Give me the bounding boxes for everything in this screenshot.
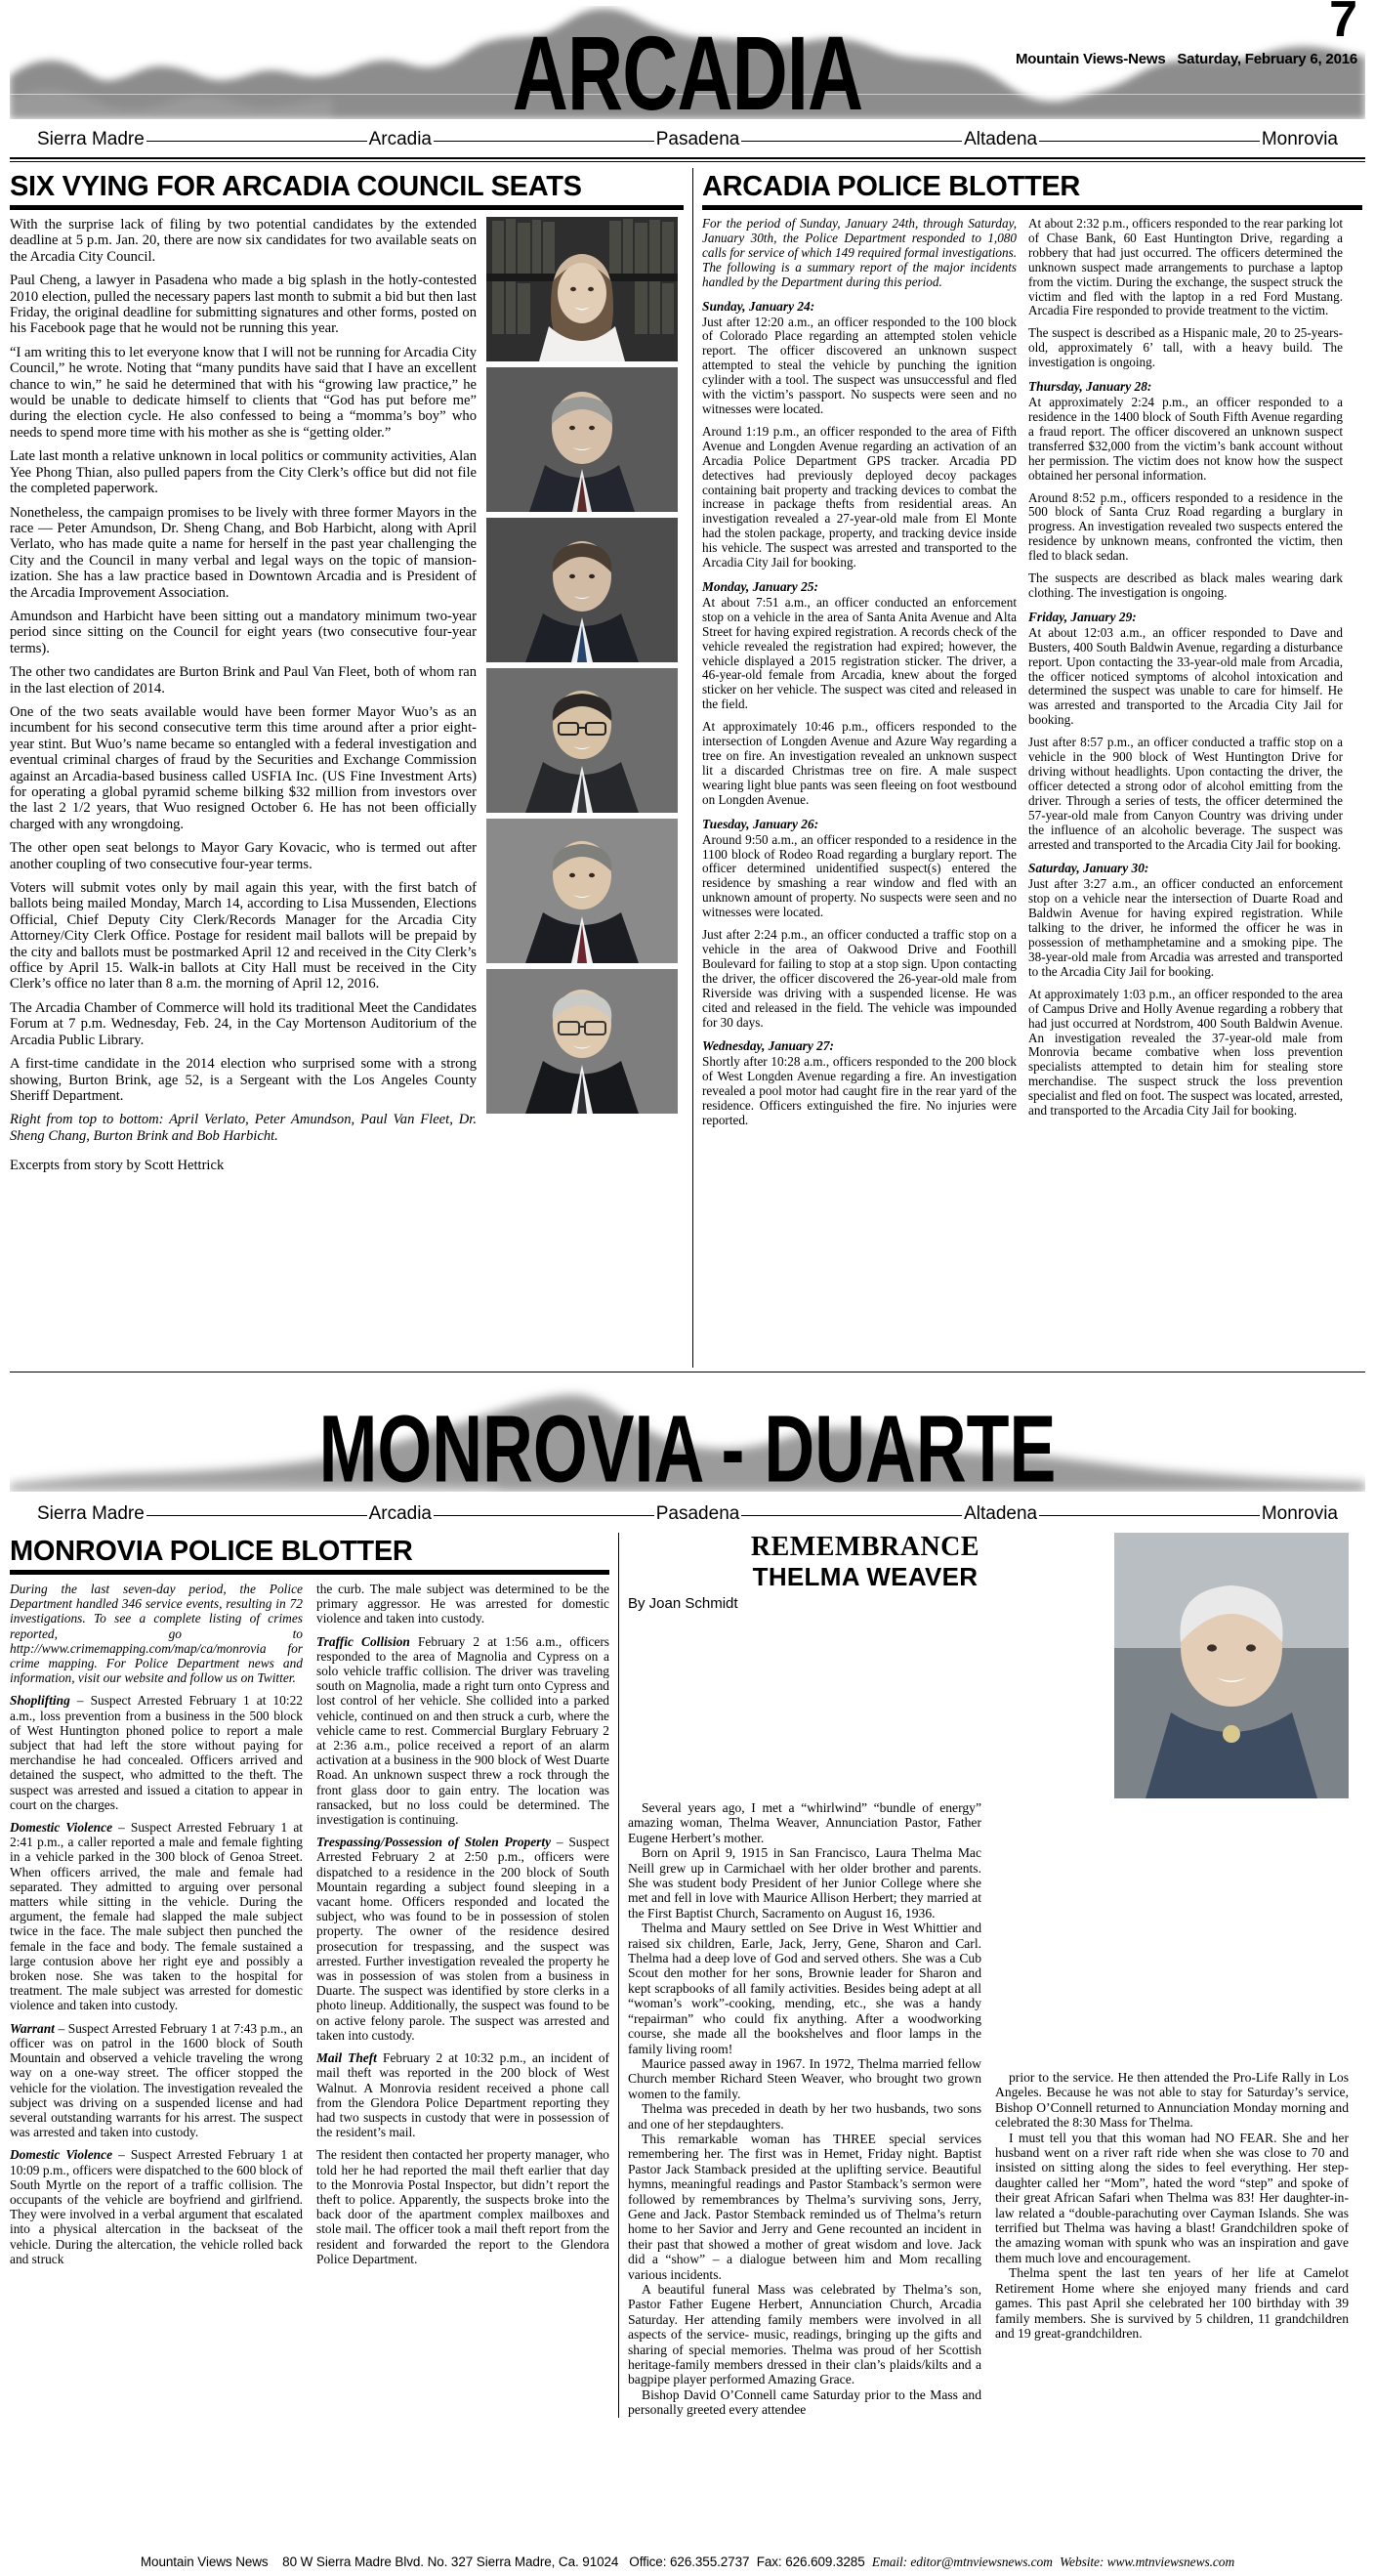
candidate-photo <box>486 819 678 963</box>
monrovia-police-blotter <box>10 1533 609 2418</box>
remembrance-byline: By Joan Schmidt <box>628 1595 738 1612</box>
footer-website[interactable]: Website: www.mtnviewsnews.com <box>1060 2555 1235 2569</box>
entry-title: Warrant <box>10 2020 55 2036</box>
blotter-entry: At approximately 10:46 p.m., officers responded to the intersection of Longden Avenue and Azure Way regarding a tree on fire. An investigation revealed an unknown suspect lit a discarded Christmas tree on fire. A male suspect wearing light blue pants was seen fleeing on foot westbound on Longden Avenue. <box>702 719 1017 807</box>
footer-email[interactable]: Email: editor@mtnviewsnews.com <box>871 2555 1053 2569</box>
blotter-day-label: Monday, January 25: <box>702 578 818 594</box>
remembrance-column-1 <box>628 1800 981 2418</box>
council-text-column <box>10 217 477 1182</box>
publication-date: Saturday, February 6, 2016 <box>1177 51 1357 67</box>
monrovia-entry <box>10 2147 303 2266</box>
footer-office: Office: 626.355.2737 <box>629 2555 750 2569</box>
monrovia-entry <box>316 1582 609 1626</box>
blotter-entry: At about 7:51 a.m., an officer conducted an enforcement stop on a vehicle in the area of Santa Anita Avenue and Alta Street for having expired registration. A records check of the vehicle revealed the registration had expired; however, the vehicle displayed a 2015 registration sticker. The driver, a 46-year-old female from Arcadia, knew about the forged sticker on her vehicle. The suspect was cited and released in the field. <box>702 594 1017 712</box>
city-sierra-madre: Sierra Madre <box>37 1503 145 1524</box>
council-paragraph: A first-time candidate in the 2014 election who surprised some with a strong showing, Burton Brink, age 52, is a Sergeant with the Los Angeles County Sheriff Department. <box>10 1056 477 1104</box>
city-arcadia: Arcadia <box>368 129 432 149</box>
entry-body: February 2 at 1:56 a.m., officers responded to the area of Magnolia and Cypress on a solo vehicle traffic collision. The driver was traveling south on Magnolia, made a right turn onto Cypress and lost control of her vehicle. She collided into a parked vehicle, continued on and then struck a curb, where the vehicle came to rest. Commercial Burglary February 2 at 2:36 a.m., police received a report of an alarm activation at a business in the 900 block of West Duarte Road. An unknown suspect threw a rock through the front glass door to gain entry. The location was ransacked, but no loss could be determined. The investigation is continuing. <box>316 1633 609 1828</box>
divider <box>741 141 962 142</box>
divider <box>434 141 654 142</box>
blotter-day-label: Friday, January 29: <box>1028 609 1137 624</box>
top-section <box>10 168 1365 1368</box>
publication-line <box>1016 51 1357 67</box>
entry-title: Traffic Collision <box>316 1633 410 1649</box>
entry-title: Domestic Violence <box>10 2147 113 2163</box>
candidate-photo <box>486 668 678 813</box>
remembrance-paragraph: prior to the service. He then attended the Pro-Life Rally in Los Angeles. Because he was not able to stay for Saturday’s service, Bishop O’Connell returned to Annunciation Monday morning and celebrated the 8:30 Mass for Thelma. <box>995 2070 1349 2131</box>
council-paragraph: Voters will submit votes only by mail again this year, with the first batch of ballots being mailed Monday, March 14, according to Lisa Mussenden, Elections Official, Chief Deputy City Clerk/Records Manager for the Arcadia City Attorney/City Clerk Office. Postage for resident mail ballots will be prepaid by the city and ballots must be postmarked April 12 and received in the City Clerk’s office by April 15. Walk-in ballots at City Hall must be received in the City Clerk’s office no later than 8 a.m. the morning of April 12, 2016. <box>10 880 477 992</box>
blotter-intro: For the period of Sunday, January 24th, through Saturday, January 30th, the Police Department responded to 1,080 calls for service of which 149 required formal investigations. The following is a summary report of the major incidents handled by the Department during this period. <box>702 216 1017 289</box>
blotter-column-2 <box>1028 217 1343 1136</box>
remembrance-headline: THELMA WEAVER <box>752 1562 979 1591</box>
thelma-weaver-photo <box>1114 1533 1349 1798</box>
council-paragraph: Amundson and Harbicht have been sitting out a mandatory minimum two-year period since sitting on the Council for eight years (two consecutive four-year terms). <box>10 608 477 656</box>
candidate-photo <box>486 969 678 1114</box>
blotter-day-label: Tuesday, January 26: <box>702 816 819 831</box>
city-strip-bottom <box>10 1499 1365 1529</box>
entry-title: Shoplifting <box>10 1693 70 1709</box>
blotter-entry: At about 12:03 a.m., an officer responded to Dave and Busters, 400 South Baldwin Avenue, regarding a disturbance report. Upon contacting the 33-year-old male from Arcadia, the officer noticed symptoms of alcohol intoxication and determined the suspect was unable to care for himself. He was arrested and transported to the Arcadia City Jail for booking. <box>1028 624 1343 728</box>
council-paragraph: Nonetheless, the campaign promises to be lively with three former Mayors in the race — Peter Amundson, Dr. Sheng Chang, and Bob Harbicht, along with April Verlato, who has made quite a name for herself in the past year challenging the City and the Council in many verbal and legal ways on the topic of mansion-ization. She has a law practice based in Downtown Arcadia and is President of the Arcadia Improvement Association. <box>10 504 477 601</box>
city-altadena: Altadena <box>964 129 1038 149</box>
remembrance-paragraph: I must tell you that this woman had NO FEAR. She and her husband went on a river raft ride when she was close to 70 and insisted on sitting along the sides to feel everything. Her step-daughter called her “Mom”, hated the word “step” and spoke of their great African Safari when Thelma was 83! Her daughter-in-law related a “double-parachuting over Cayman Islands. She was terrified but Thelma was having a blast! Grandchildren spoke of the amazing woman with spunk who was an inspiration and gave them much love and encouragement. <box>995 2130 1349 2265</box>
top-masthead <box>10 0 1365 133</box>
header-rule <box>10 157 1365 162</box>
blotter-day-label: Wednesday, January 27: <box>702 1038 835 1054</box>
council-headline: SIX VYING FOR ARCADIA COUNCIL SEATS <box>10 171 582 202</box>
council-story <box>10 168 684 1368</box>
column-divider <box>618 1533 619 2418</box>
blotter-entry: The suspects are described as black males wearing dark clothing. The investigation is ongoing. <box>1028 570 1343 600</box>
candidate-photo-stack <box>486 217 678 1182</box>
monrovia-entry <box>10 1693 303 1812</box>
remembrance-kicker: REMEMBRANCE <box>750 1532 980 1562</box>
remembrance-paragraph: This remarkable woman has THREE special services remembering her. The first was in Hemet, Friday night. Baptist Pastor Jack Stamback presided at the uplifting service. Beautiful hymns, meaningful readings and Pastor Stamback’s sermon were followed by remembrances by Thelma’s surviving sons, Jerry, Gene and Jack. Pastor Stemback reminded us of Thelma’s return home to her Savior and Jerry and Gene recounted an incident in their past that showed a mother of great wisdom and love. Jack did a “show” – a dialogue between him and Mom recalling various incidents. <box>628 2131 981 2282</box>
footer-fax: Fax: 626.609.3285 <box>756 2555 865 2569</box>
divider <box>741 1515 962 1516</box>
headline-rule <box>10 205 684 210</box>
candidate-photo <box>486 367 678 512</box>
monrovia-entry <box>316 2050 609 2139</box>
remembrance-paragraph: Thelma was preceded in death by her two husbands, two sons and one of her stepdaughters. <box>628 2101 981 2132</box>
blotter-entry: Shortly after 10:28 a.m., officers responded to the 200 block of West Longden Avenue regarding a fire. An investigation revealed a pool motor had caught fire in the rear yard of the residence. Officers extinguished the fire. No injuries were reported. <box>702 1054 1017 1128</box>
footer-name: Mountain Views News <box>140 2555 269 2569</box>
page-footer <box>0 2555 1375 2570</box>
city-pasadena: Pasadena <box>655 1503 740 1524</box>
council-paragraph: With the surprise lack of filing by two potential candidates by the extended deadline at 5 p.m. Jan. 20, there are now six candidates for two available seats on the Arcadia City Council. <box>10 217 477 265</box>
monrovia-entry <box>10 1820 303 2013</box>
blotter-day-label: Saturday, January 30: <box>1028 861 1149 876</box>
divider <box>146 141 367 142</box>
blotter-entry: Just after 12:20 a.m., an officer responded to the 100 block of Colorado Place regarding an attempted stolen vehicle report. The officer discovered an unknown suspect attempted to steal the vehicle by punching the ignition cylinder with a tool. The suspect was unsuccessful and fled with the victim’s passport. No suspects were seen and no witnesses were located. <box>702 314 1017 416</box>
blotter-entry: Around 1:19 p.m., an officer responded to the area of Fifth Avenue and Longden Avenue regarding an activation of an Arcadia Police Department GPS tracker. Arcadia PD detectives had previously deployed decoy packages containing bait property and tracking devices to combat the increase in package thefts from residential areas. An investigation revealed a 27-year-old male from El Monte had the stolen package, property, and tracking device inside his vehicle. The suspect was arrested and transported to the Arcadia City Jail for booking. <box>702 423 1017 570</box>
divider <box>1039 141 1260 142</box>
entry-body: The resident then contacted her property manager, who told her he had reported the mail theft earlier that day to the Monrovia Postal Inspector, but didn’t report the theft to police. Apparently, the suspects broke into the back door of the apartment complex mailboxes and stole mail. The officer took a mail theft report from the resident and forwarded the report to the Glendora Police Department. <box>316 2147 609 2266</box>
entry-body: – Suspect Arrested February 1 at 2:41 p.m., a caller reported a male and female fighting in a vehicle parked in the 300 block of Genoa Street. When officers arrived, the male and female had separated. They admitted to arguing over personal matters while sitting in the vehicle. During the argument, the female had slapped the male subject twice in the face. The male subject then punched the female in the face and body. The female sustained a large contusion above her right eye and possibly a broken nose. She was taken to the hospital for treatment. The male subject was arrested for domestic violence and taken into custody. <box>10 1820 303 2013</box>
remembrance-paragraph: Several years ago, I met a “whirlwind” “bundle of energy” amazing woman, Thelma Weaver, Annunciation Pastor, Father Eugene Herbert’s mother. <box>628 1800 981 1845</box>
blotter-entry: The suspect is described as a Hispanic male, 20 to 25-years-old, approximately 6’ tall, with a heavy build. The investigation is ongoing. <box>1028 325 1343 370</box>
publication-name: Mountain Views-News <box>1016 51 1166 67</box>
masthead-title-arcadia: ARCADIA <box>512 15 863 133</box>
story-credit: Excerpts from story by Scott Hettrick <box>10 1158 225 1174</box>
remembrance-paragraph: A beautiful funeral Mass was celebrated by Thelma’s son, Pastor Father Eugene Herbert, Annunciation Church, Arcadia Saturday. Her attending family members were involved in all aspects of the service- music, readings, bringing up the gifts and sharing of special memories. Thelma was proud of her Scottish heritage-family members dressed in their clan’s plaids/kilts and a bagpipe player performed Amazing Grace. <box>628 2282 981 2387</box>
bottom-masthead <box>10 1378 1365 1502</box>
blotter-entry: Around 8:52 p.m., officers responded to a residence in the 500 block of Santa Cruz Road regarding a burglary in progress. An investigation revealed two suspects entered the residence by unknown means, confronted the victim, then fled to black sedan. <box>1028 489 1343 564</box>
entry-body: the curb. The male subject was determined to be the primary aggressor. He was arrested for domestic violence and taken into custody. <box>316 1582 609 1626</box>
blotter-day-label: Sunday, January 24: <box>702 298 815 314</box>
council-paragraph: The other open seat belongs to Mayor Gary Kovacic, who is termed out after another coupling of two consecutive four-year terms. <box>10 840 477 872</box>
monrovia-intro: During the last seven-day period, the Police Department handled 346 service events, resulting in 72 investigations. To see a complete listing of crimes reported, go to http://www.crimemapping.com/map/ca/monrovia for crime mapping. For Police Department news and information, visit our website and follow us on Twitter. <box>10 1582 303 1686</box>
remembrance-paragraph: Bishop David O’Connell came Saturday prior to the Mass and personally greeted every attendee <box>628 2386 981 2418</box>
blotter-entry: At about 2:32 p.m., officers responded to the rear parking lot of Chase Bank, 60 East Huntington Drive, regarding a robbery that had just occurred. The officers determined the unknown suspect made arrangements to purchase a laptop from the victim. During the exchange, the suspect struck the victim and fled with the laptop in a red Ford Mustang. Arcadia Fire responded to provide treatment to the victim. <box>1028 216 1343 318</box>
monrovia-entry <box>316 1634 609 1828</box>
masthead-title-monrovia-duarte: MONROVIA - DUARTE <box>318 1394 1057 1502</box>
city-monrovia: Monrovia <box>1261 129 1338 149</box>
remembrance-paragraph: Thelma spent the last ten years of her life at Camelot Retirement Home where she enjoyed many friends and card games. This past April she celebrated her 100 birthday with 39 family members. She is survived by 5 children, 11 grandchildren and 19 great-grandchildren. <box>995 2265 1349 2341</box>
remembrance-article <box>628 1533 1362 2418</box>
entry-body: February 2 at 10:32 p.m., an incident of mail theft was reported in the 200 block of West Walnut. A Monrovia resident received a phone call from the Glendora Police Department reporting they had two suspects in custody that were in possession of the resident’s mail. <box>316 2050 610 2140</box>
entry-body: – Suspect Arrested February 1 at 10:22 a.m., loss prevention from a business in the 500 block of West Huntington phoned police to report a male subject that had left the store without paying for merchandise he had concealed. Officers arrived and detained the suspect, who admitted to the theft. The suspect was arrested and issued a citation to appear in court on the charges. <box>10 1693 303 1812</box>
headline-rule <box>10 1570 609 1575</box>
remembrance-paragraph: Maurice passed away in 1967. In 1972, Thelma married fellow Church member Richard Steen Weaver, who brought two grown women to the family. <box>628 2055 981 2101</box>
council-paragraph: The Arcadia Chamber of Commerce will hold its traditional Meet the Candidates Forum at 7 p.m. Wednesday, Feb. 24, in the Cay Mortenson Auditorium of the Arcadia Public Library. <box>10 999 477 1048</box>
blotter-entry: At approximately 1:03 p.m., an officer responded to the area of Campus Drive and Holly Avenue regarding a robbery that had just occurred at Nordstrom, 400 South Baldwin Avenue. An investigation revealed the 37-year-old male from Monrovia became combative when loss prevention specialists attempted to detain him for stealing store merchandise. The suspect struck the loss prevention specialist and fled on foot. The suspect was located, arrested, and transported to the Arcadia City Jail for booking. <box>1028 986 1344 1119</box>
blotter-entry: Just after 2:24 p.m., an officer conducted a traffic stop on a vehicle in the area of Oakwood Drive and Foothill Boulevard for failing to stop at a stop sign. Upon contacting the driver, the officer discovered the 26-year-old male from Riverside was driving with a suspended license. He was cited and released in the field. The vehicle was impounded for 30 days. <box>702 927 1017 1030</box>
entry-title: Mail Theft <box>316 2050 377 2066</box>
candidate-photo <box>486 217 678 361</box>
monrovia-entry <box>316 2147 609 2266</box>
bottom-section <box>10 1533 1365 2418</box>
entry-body: – Suspect Arrested February 1 at 7:43 p.m., an officer was on patrol in the 1600 block of South Mountain and observed a vehicle traveling the wrong way on a one-way street. The officer stopped the vehicle for the violation. The investigation revealed the subject was driving on a suspended license and had several outstanding warrants for his arrest. The suspect was arrested and taken into custody. <box>10 2020 303 2140</box>
entry-body: – Suspect Arrested February 1 at 10:09 p.m., officers were dispatched to the 600 block of South Myrtle on the report of a traffic collision. The occupants of the vehicle are boyfriend and girlfriend. They were involved in a verbal argument that escalated into a physical altercation in the backseat of the vehicle. During the altercation, the vehicle rolled back and struck <box>10 2147 303 2266</box>
footer-address: 80 W Sierra Madre Blvd. No. 327 Sierra Madre, Ca. 91024 <box>282 2555 619 2569</box>
headline-rule <box>702 205 1362 210</box>
monrovia-entry <box>316 1835 609 2043</box>
photo-caption: Right from top to bottom: April Verlato, Peter Amundson, Paul Van Fleet, Dr. Sheng Chang, Burton Brink and Bob Harbicht. <box>10 1112 477 1144</box>
remembrance-head-block <box>628 1533 1103 1798</box>
column-divider <box>692 168 693 1368</box>
blotter-column-1 <box>702 217 1017 1136</box>
monrovia-entry <box>10 2021 303 2140</box>
council-paragraph: The other two candidates are Burton Brink and Paul Van Fleet, both of whom ran in the last election of 2014. <box>10 664 477 697</box>
blotter-day-label: Thursday, January 28: <box>1028 379 1152 395</box>
candidate-photo <box>486 518 678 662</box>
blotter-entry: At approximately 2:24 p.m., an officer responded to a residence in the 1400 block of South Fifth Avenue regarding a fraud report. The officer discovered an unknown suspect transferred $32,000 from the victim’s bank account without her permission. The victim does not know how the suspect obtained her personal information. <box>1028 395 1343 483</box>
monrovia-blotter-headline: MONROVIA POLICE BLOTTER <box>10 1536 413 1567</box>
blotter-entry: Just after 8:57 p.m., an officer conducted a traffic stop on a vehicle in the 900 block of West Huntington Drive for driving without headlights. Upon contacting the driver, the officer detected a strong odor of alcohol emitting from the driver. Through a series of tests, the officer determined the 57-year-old male from Canyon Country was driving under the influence of an alcoholic beverage. The suspect was arrested and transported to the Arcadia City Jail for booking. <box>1028 735 1343 852</box>
divider <box>1039 1515 1260 1516</box>
page-number: 7 <box>1329 0 1357 48</box>
monrovia-column-1 <box>10 1582 303 2274</box>
council-paragraph: Late last month a relative unknown in local politics or community activities, Alan Yee Phong Thian, also pulled papers from the City Clerk’s office but did not file the completed paperwork. <box>10 448 477 497</box>
divider <box>146 1515 367 1516</box>
blotter-entry: Around 9:50 a.m., an officer responded to a residence in the 1100 block of Rodeo Road regarding a burglary report. The officer determined unidentified suspect(s) entered the residence by smashing a rear window and fled with an unknown amount of property. No suspects were seen and no witnesses were located. <box>702 831 1017 920</box>
city-arcadia: Arcadia <box>368 1503 432 1524</box>
arcadia-police-blotter <box>702 168 1362 1368</box>
monrovia-column-2 <box>316 1582 609 2274</box>
arcadia-blotter-headline: ARCADIA POLICE BLOTTER <box>702 171 1081 202</box>
city-pasadena: Pasadena <box>655 129 740 149</box>
entry-title: Domestic Violence <box>10 1820 113 1836</box>
city-altadena: Altadena <box>964 1503 1038 1524</box>
council-paragraph: Paul Cheng, a lawyer in Pasadena who made a big splash in the hotly-contested 2010 election, pulled the necessary papers last month to submit a bid but then last Friday, the original deadline for submitting signatures and other forms, posted on his Facebook page that he would not be running this year. <box>10 273 477 337</box>
remembrance-paragraph: Born on April 9, 1915 in San Francisco, Laura Thelma Mac Neill grew up in Carmichael with her older brother and parents. She was student body President of her Junior College where she met and fell in love with Maurice Allison Herbert; they married at the First Baptist Church, Sacramento on August 16, 1936. <box>628 1845 981 1921</box>
blotter-entry: Just after 3:27 a.m., an officer conducted an enforcement stop on a vehicle near the intersection of Duarte Road and Baldwin Avenue for having expired registration. While talking to the driver, he informed the officer he was in possession of methamphetamine and a smoking pipe. The 38-year-old male from Arcadia was arrested and transported to the Arcadia City Jail for booking. <box>1028 876 1343 979</box>
remembrance-column-2 <box>995 1800 1349 2418</box>
city-sierra-madre: Sierra Madre <box>37 129 145 149</box>
remembrance-paragraph: Thelma and Maury settled on See Drive in West Whittier and raised six children, Earle, Jack, Jerry, Gene, Sharon and Carl. Thelma had a deep love of God and served others. She was a Cub Scout den mother for her sons, Brownie leader for Sharon and kept scrapbooks of all family activities. Besides being adept at all “woman’s work”-cooking, mending, etc., she was a handy “repairman” who could fix anything. After a woodworking course, she made all the bookshelves and floor lamps in the family living room! <box>628 1921 981 2056</box>
divider <box>434 1515 654 1516</box>
entry-body: – Suspect Arrested February 2 at 2:50 p.m., officers were dispatched to a residence in the 200 block of South Mountain regarding a subject found sleeping in a vacant home. Officers responded and located the subject, who was found to be in possession of stolen property. The owner of the residence desired prosecution for trespassing, and the suspect was arrested. Further investigation revealed the property he was in possession of was stolen from a business in Duarte. The suspect was identified by store clerks in a photo lineup. Additionally, the suspect was found to be on active felony parole. The suspect was arrested and taken into custody. <box>316 1835 609 2043</box>
entry-title: Trespassing/Possession of Stolen Property <box>316 1835 552 1850</box>
council-paragraph: One of the two seats available would have been former Mayor Wuo’s as an incumbent for his second consecutive term this time around after a prior eight-year stint. But Wuo’s name became so entangled with a federal investigation and eventual criminal charges of fraud by the Securities and Exchange Commission against an Arcadia-based business called USFIA Inc. (US Fine Investment Arts) for operating a global pyramid scheme bilking $32 million from investors over the last 2 1/2 years, that Wuo resigned October 6. He has not been officially charged with any wrongdoing. <box>10 703 477 832</box>
city-monrovia: Monrovia <box>1261 1503 1338 1524</box>
council-paragraph: “I am writing this to let everyone know that I will not be running for Arcadia City Council,” he wrote. Noting that “many pundits have said that I have an excellent chance to win,” he said he determined that with his “growing law practice,” he would be unable to dedicate himself to clients that “God has put before me” during the election cycle. He also confessed to being a “momma’s boy” who needs to spend more time with his mother as she is “getting older.” <box>10 344 477 441</box>
